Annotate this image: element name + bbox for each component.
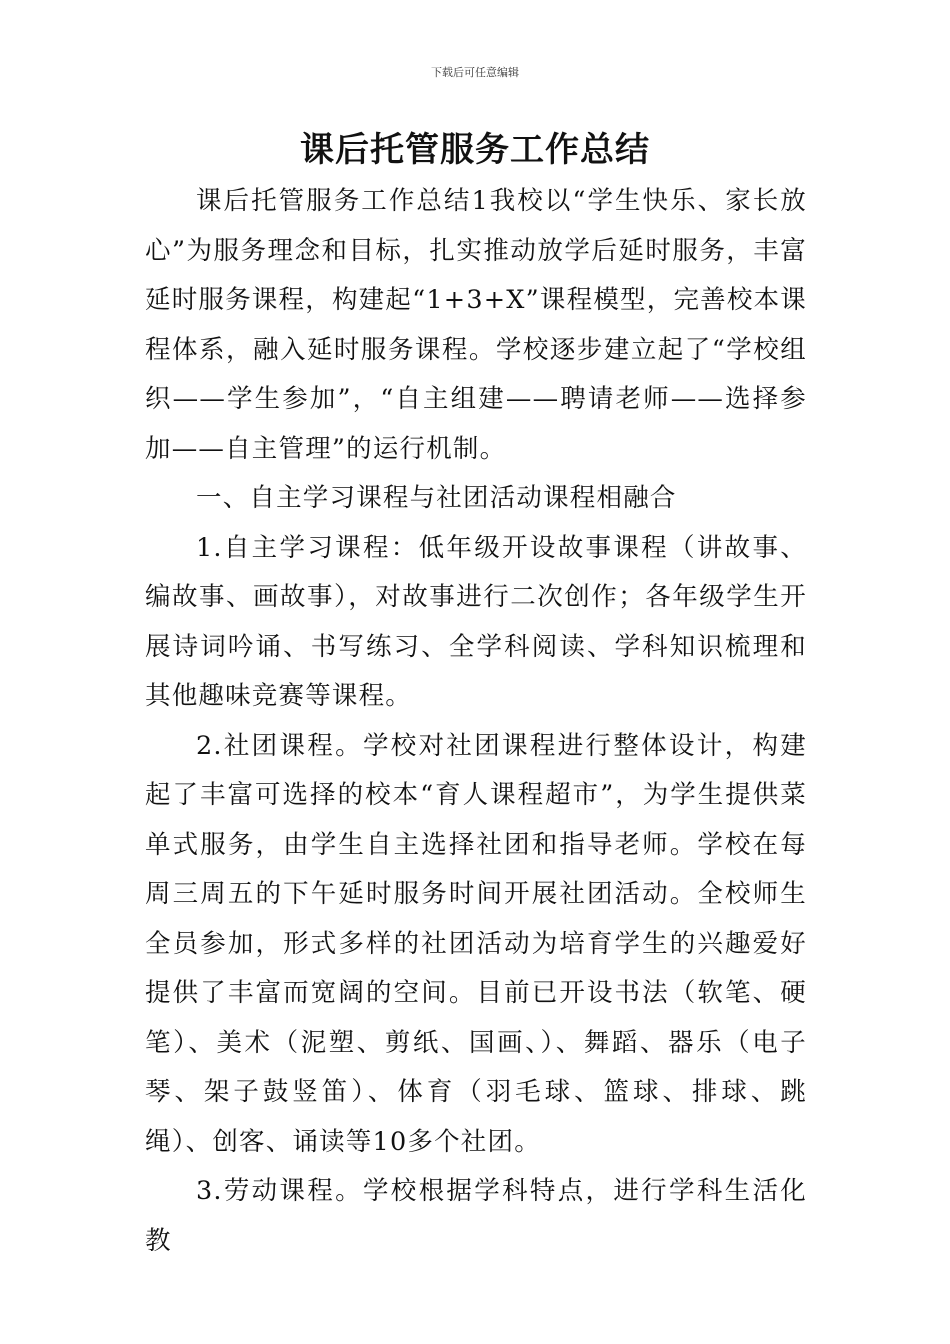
header-note: 下载后可任意编辑 (431, 66, 519, 79)
paragraph-labor-courses: 3.劳动课程。学校根据学科特点，进行学科生活化教 (145, 1176, 807, 1256)
paragraph-self-study: 1.自主学习课程：低年级开设故事课程（讲故事、编故事、画故事），对故事进行二次创作；各年级学生开展诗词吟诵、书写练习、全学科阅读、学科知识梳理和其他趣味竞赛等课程。 (145, 532, 807, 711)
document-body (145, 177, 807, 1266)
paragraph-intro: 课后托管服务工作总结1我校以“学生快乐、家长放心”为服务理念和目标，扎实推动放学后延时服务，丰富延时服务课程，构建起“1+3+X”课程模型，完善校本课程体系，融入延时服务课程。学校逐步建立起了“学校组织——学生参加”，“自主组建——聘请老师——选择参加——自主管理”的运行机制。 (145, 186, 807, 464)
paragraph-club-courses: 2.社团课程。学校对社团课程进行整体设计，构建起了丰富可选择的校本“育人课程超市”，为学生提供菜单式服务，由学生自主选择社团和指导老师。学校在每周三周五的下午延时服务时间开展社团活动。全校师生全员参加，形式多样的社团活动为培育学生的兴趣爱好提供了丰富而宽阔的空间。目前已开设书法（软笔、硬笔）、美术（泥塑、剪纸、国画、）、舞蹈、器乐（电子琴、架子鼓竖笛）、体育（羽毛球、篮球、排球、跳绳）、创客、诵读等10多个社团。 (145, 730, 807, 1157)
section-heading-1: 一、自主学习课程与社团活动课程相融合 (196, 483, 677, 513)
document-title: 课后托管服务工作总结 (300, 130, 650, 170)
